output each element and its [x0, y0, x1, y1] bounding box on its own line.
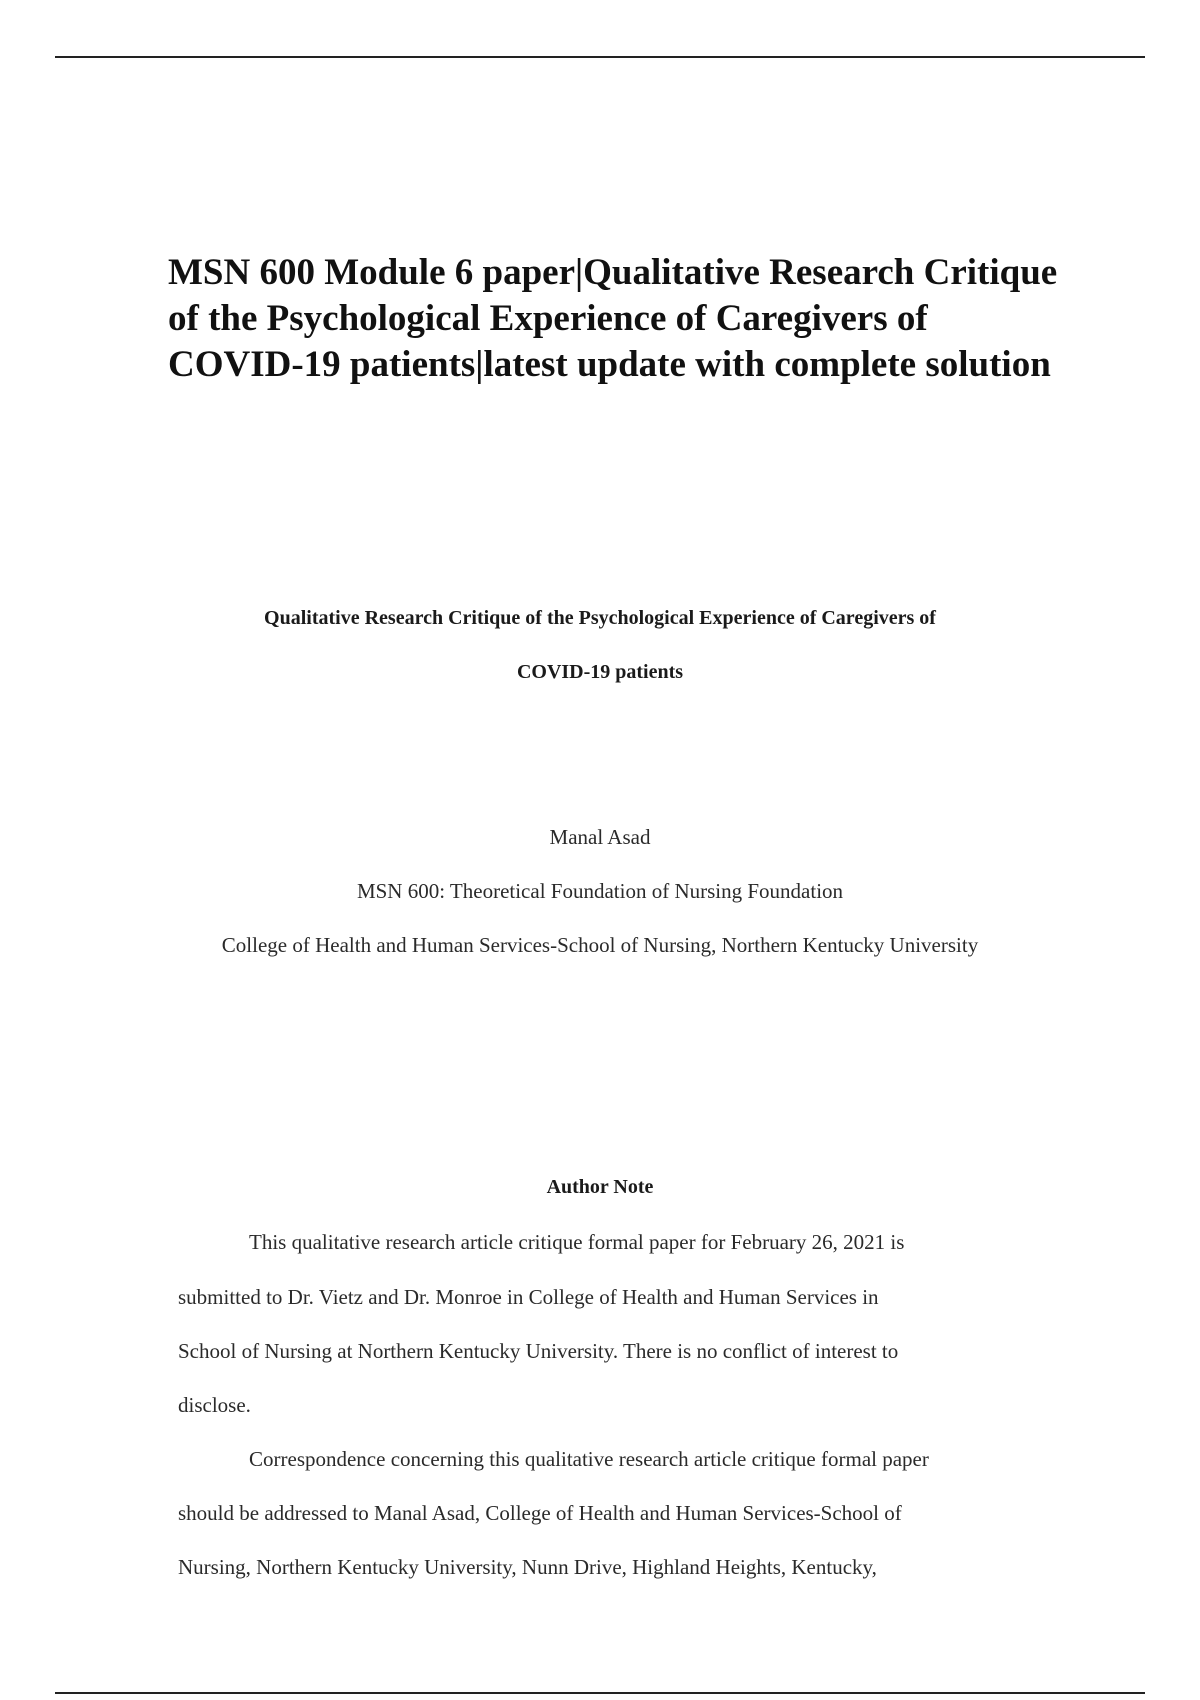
author-note-line: should be addressed to Manal Asad, College of Health and Human Services-School of	[178, 1501, 902, 1525]
course-name: MSN 600: Theoretical Foundation of Nursing Foundation	[356, 879, 844, 903]
author-note-line: School of Nursing at Northern Kentucky University. There is no conflict of interest to	[178, 1339, 899, 1363]
paper-title-line-1: Qualitative Research Critique of the Psychological Experience of Caregivers of	[264, 607, 936, 629]
paper-title-line-2: COVID-19 patients	[516, 661, 684, 683]
author-note-line: Nursing, Northern Kentucky University, Nunn Drive, Highland Heights, Kentucky,	[178, 1555, 877, 1579]
author-note-line: disclose.	[178, 1393, 251, 1417]
bottom-rule	[55, 1692, 1145, 1694]
author-note-heading: Author Note	[546, 1176, 654, 1198]
document-title: MSN 600 Module 6 paper|Qualitative Research Critique of the Psychological Experience of Caregivers of COVID-19 patients|latest update with complete solution	[168, 252, 1058, 385]
author-note-line: Correspondence concerning this qualitative research article critique formal paper	[249, 1447, 929, 1471]
author-note-line: This qualitative research article critique formal paper for February 26, 2021 is	[249, 1230, 905, 1254]
institution-name: College of Health and Human Services-School of Nursing, Northern Kentucky University	[221, 933, 979, 957]
author-name: Manal Asad	[549, 825, 651, 849]
author-note-line: submitted to Dr. Vietz and Dr. Monroe in College of Health and Human Services in	[178, 1285, 879, 1309]
top-rule	[55, 56, 1145, 58]
